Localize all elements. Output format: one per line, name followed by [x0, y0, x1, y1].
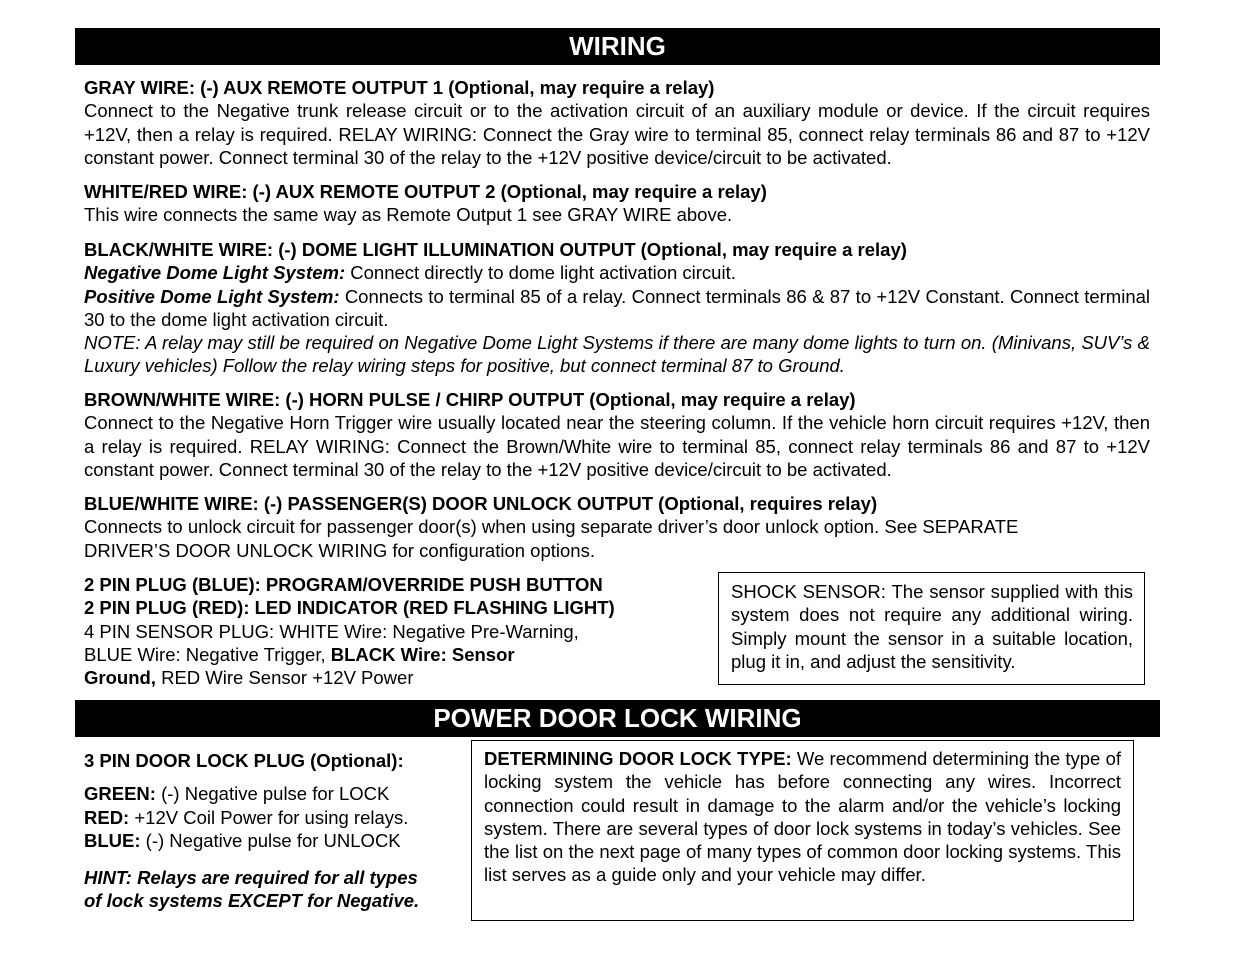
- black-white-wire-heading: BLACK/WHITE WIRE: (-) DOME LIGHT ILLUMINATION OUTPUT (Optional, may require a relay): [84, 239, 907, 260]
- gray-wire-heading: GRAY WIRE: (-) AUX REMOTE OUTPUT 1 (Optional, may require a relay): [84, 77, 715, 98]
- determining-door-lock-box: [471, 740, 1134, 921]
- blue-wire-line: [84, 829, 459, 852]
- wiring-banner: WIRING: [75, 28, 1160, 65]
- relay-hint-line-2: of lock systems EXCEPT for Negative.: [84, 890, 420, 912]
- sensor-plug-line-2: [84, 643, 704, 666]
- blue-wire-text: (-) Negative pulse for UNLOCK: [140, 829, 401, 851]
- gray-wire-body: Connect to the Negative trunk release circuit or to the activation circuit of an auxiliary module or device. If the circuit requires +12V, then a relay is required. RELAY WIRING: Connect the Gray wire to terminal 85, connect relay terminals 86 and 87 to +12V constant power. Connect terminal 30 of the relay to the +12V positive device/circuit to be activated.: [84, 100, 1150, 168]
- determining-door-lock-body: We recommend determining the type of locking system the vehicle has before connecting any wires. Incorrect connection could result in damage to the alarm and/or the vehicle’s locking system. There are several types of door lock systems in today’s vehicles. See the list on the next page of many types of common door locking systems. This list serves as a guide only and your vehicle may differ.: [484, 748, 1121, 886]
- positive-dome-light-text: Connects to terminal 85 of a relay. Connect terminals 86 & 87 to +12V Constant. Connect terminal 30 to the dome light activation circuit.: [84, 285, 1151, 330]
- green-wire-label: GREEN:: [84, 783, 156, 805]
- positive-dome-light-label: Positive Dome Light System:: [84, 285, 340, 307]
- white-red-wire-section: [84, 180, 1150, 227]
- sensor-black-wire-text: BLACK Wire: Sensor: [330, 643, 515, 665]
- blue-wire-label: BLUE:: [84, 829, 141, 851]
- green-wire-line: [84, 782, 459, 805]
- relay-hint-line-1: HINT: Relays are required for all types: [84, 867, 418, 889]
- brown-white-wire-section: [84, 388, 1150, 481]
- brown-white-wire-body: Connect to the Negative Horn Trigger wire usually located near the steering column. If the vehicle horn circuit requires +12V, then a relay is required. RELAY WIRING: Connect the Brown/White wire to terminal 85, connect relay terminals 86 and 87 to +12V constant power. Connect terminal 30 of the relay to the +12V positive device/circuit to be activated.: [84, 412, 1150, 480]
- red-wire-label: RED:: [84, 806, 130, 828]
- negative-dome-light-text: Connect directly to dome light activation circuit.: [345, 262, 736, 284]
- brown-white-wire-heading: BROWN/WHITE WIRE: (-) HORN PULSE / CHIRP OUTPUT (Optional, may require a relay): [84, 389, 856, 410]
- shock-sensor-box: [718, 572, 1145, 685]
- red-plug-heading: 2 PIN PLUG (RED): LED INDICATOR (RED FLASHING LIGHT): [84, 597, 615, 619]
- plugs-section: [84, 573, 704, 689]
- sensor-plug-line-1: 4 PIN SENSOR PLUG: WHITE Wire: Negative Pre-Warning,: [84, 620, 579, 642]
- power-door-lock-banner: POWER DOOR LOCK WIRING: [75, 700, 1160, 737]
- blue-white-wire-line-1: Connects to unlock circuit for passenger door(s) when using separate driver’s door unlock option. See SEPARATE: [84, 516, 1019, 538]
- door-lock-plug-section: [84, 749, 459, 913]
- blue-plug-heading: 2 PIN PLUG (BLUE): PROGRAM/OVERRIDE PUSH BUTTON: [84, 574, 603, 595]
- positive-dome-light-paragraph: [84, 285, 1150, 332]
- white-red-wire-heading: WHITE/RED WIRE: (-) AUX REMOTE OUTPUT 2 (Optional, may require a relay): [84, 181, 767, 202]
- red-wire-line: [84, 806, 459, 829]
- red-wire-text: +12V Coil Power for using relays.: [129, 806, 409, 828]
- white-red-wire-body: This wire connects the same way as Remote Output 1 see GRAY WIRE above.: [84, 204, 733, 226]
- black-white-wire-section: [84, 238, 1150, 378]
- blue-white-wire-heading: BLUE/WHITE WIRE: (-) PASSENGER(S) DOOR UNLOCK OUTPUT (Optional, requires relay): [84, 493, 878, 514]
- sensor-plug-line-3: [84, 666, 704, 689]
- determining-door-lock-text: [484, 747, 1121, 887]
- sensor-red-wire-text: RED Wire Sensor +12V Power: [155, 667, 414, 689]
- shock-sensor-text: SHOCK SENSOR: The sensor supplied with this system does not require any additional wiring. Simply mount the sensor in a suitable location, plug it in, and adjust the sensitivity.: [731, 581, 1133, 672]
- sensor-ground-text: Ground,: [84, 667, 156, 689]
- door-lock-plug-heading: 3 PIN DOOR LOCK PLUG (Optional):: [84, 750, 404, 771]
- sensor-blue-wire-text: BLUE Wire: Negative Trigger,: [84, 643, 331, 665]
- blue-white-wire-section: [84, 492, 1150, 562]
- blue-white-wire-line-2: DRIVER’S DOOR UNLOCK WIRING for configuration options.: [84, 539, 595, 561]
- determining-door-lock-label: DETERMINING DOOR LOCK TYPE:: [484, 748, 792, 769]
- negative-dome-light-line: [84, 261, 1150, 284]
- gray-wire-section: [84, 76, 1150, 169]
- dome-light-note: NOTE: A relay may still be required on Negative Dome Light Systems if there are many dome lights to turn on. (Minivans, SUV’s & Luxury vehicles) Follow the relay wiring steps for positive, but connect terminal 87 to Ground.: [84, 332, 1150, 377]
- green-wire-text: (-) Negative pulse for LOCK: [155, 783, 390, 805]
- negative-dome-light-label: Negative Dome Light System:: [84, 262, 346, 284]
